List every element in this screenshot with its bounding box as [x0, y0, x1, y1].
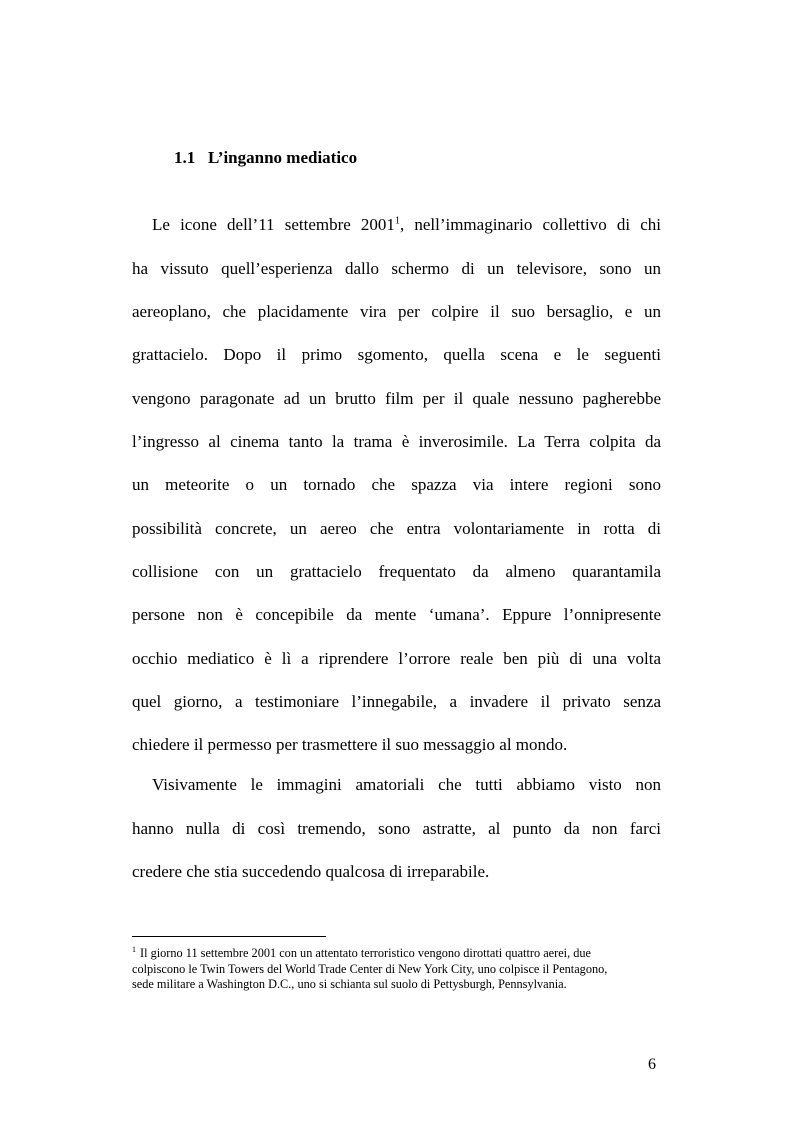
text-line: collisione con un grattacielo frequentato da almeno quarantamila — [132, 562, 661, 581]
footnote-reference[interactable]: 1 — [394, 215, 400, 227]
footnote-line: sede militare a Washington D.C., uno si schianta sul suolo di Pettysburgh, Pennsylvania. — [132, 977, 567, 991]
footnote-marker: 1 — [132, 945, 136, 954]
page-number: 6 — [648, 1056, 656, 1073]
text-line: vengono paragonate ad un brutto film per il quale nessuno pagherebbe — [132, 389, 661, 408]
text-line: quel giorno, a testimoniare l’innegabile, a invadere il privato senza — [132, 692, 661, 711]
text-line: chiedere il permesso per trasmettere il suo messaggio al mondo. — [132, 735, 568, 754]
text-line: aereoplano, che placidamente vira per colpire il suo bersaglio, e un — [132, 302, 661, 321]
section-heading — [174, 148, 357, 168]
section-title: L’inganno mediatico — [208, 148, 358, 167]
text-line: hanno nulla di così tremendo, sono astratte, al punto da non farci — [132, 819, 661, 838]
section-number: 1.1 — [174, 148, 196, 167]
text-line: ha vissuto quell’esperienza dallo schermo di un televisore, sono un — [132, 259, 661, 278]
footnote-line: $^1$ Il giorno 11 settembre 2001 con un attentato terroristico vengono dirottati quattro aerei, due — [132, 945, 591, 960]
text-line: l’ingresso al cinema tanto la trama è inverosimile. La Terra colpita da — [132, 432, 661, 451]
text-line: credere che stia succedendo qualcosa di irreparabile. — [132, 862, 490, 881]
footnote-separator — [132, 936, 326, 937]
text-line: occhio mediatico è lì a riprendere l’orrore reale ben più di una volta — [132, 649, 661, 668]
text-line: grattacielo. Dopo il primo sgomento, quella scena e le seguenti — [132, 345, 661, 364]
footnote-line: colpiscono le Twin Towers del World Trade Center di New York City, uno colpisce il Pentagono, — [132, 962, 608, 976]
text-line: possibilità concrete, un aereo che entra volontariamente in rotta di — [132, 519, 661, 538]
text-line: un meteorite o un tornado che spazza via intere regioni sono — [132, 475, 661, 494]
text-line: Le icone dell’11 settembre 2001$^1$, nell’immaginario collettivo di chi — [152, 215, 661, 234]
text-line: persone non è concepibile da mente ‘umana’. Eppure l’onnipresente — [132, 605, 661, 624]
text-line: Visivamente le immagini amatoriali che tutti abbiamo visto non — [152, 775, 661, 794]
